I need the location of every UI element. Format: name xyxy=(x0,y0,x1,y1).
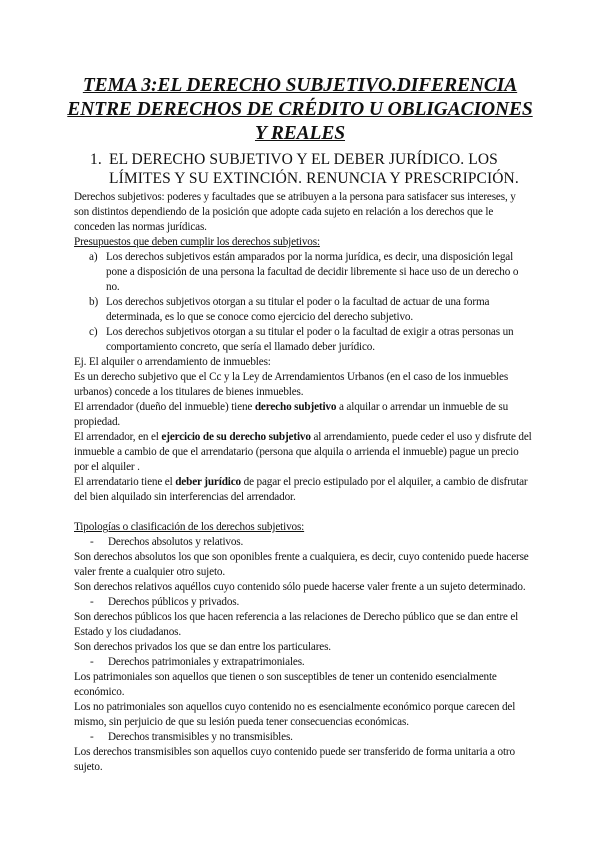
presupuestos-heading: Presupuestos que deben cumplir los derechos subjetivos: xyxy=(74,236,320,248)
dash-item-label: Derechos absolutos y relativos. xyxy=(108,536,244,548)
tipologia-paragraph: Los derechos transmisibles son aquellos cuyo contenido puede ser transferido de forma unitaria a otro sujeto. xyxy=(74,746,515,773)
dash-item-label: Derechos patrimoniales y extrapatrimoniales. xyxy=(108,656,305,668)
dash-marker: - xyxy=(90,656,94,668)
text-run: El arrendador (dueño del inmueble) tiene xyxy=(74,401,255,413)
tipologia-paragraph: Los no patrimoniales son aquellos cuyo contenido no es esencialmente económico porque carecen del mismo, sin perjuicio de que su lesión pueda tener consecuencias económicas. xyxy=(74,701,516,728)
dash-marker: - xyxy=(90,536,94,548)
dash-marker: - xyxy=(90,731,94,743)
list-marker: b) xyxy=(89,296,99,308)
dash-marker: - xyxy=(90,596,94,608)
page-title: TEMA 3:EL DERECHO SUBJETIVO.DIFERENCIA ENTRE DERECHOS DE CRÉDITO U OBLIGACIONES Y REALES xyxy=(67,75,533,144)
list-marker: a) xyxy=(89,251,98,263)
dash-item xyxy=(74,730,532,745)
tipologia-paragraph: Son derechos privados los que se dan entre los particulares. xyxy=(74,641,331,653)
example-paragraph xyxy=(74,475,532,505)
dash-item-label: Derechos públicos y privados. xyxy=(108,596,240,608)
tipologia-paragraph: Son derechos públicos los que hacen referencia a las relaciones de Derecho público que se dan entre el Estado y los ciudadanos. xyxy=(74,611,519,638)
example-intro: Ej. El alquiler o arrendamiento de inmuebles: xyxy=(74,356,271,368)
bold-term: ejercicio de su derecho subjetivo xyxy=(161,431,311,443)
tipologia-paragraph: Son derechos relativos aquéllos cuyo contenido sólo puede hacerse valer frente a un sujeto determinado. xyxy=(74,581,526,593)
section-heading-text: EL DERECHO SUBJETIVO Y EL DEBER JURÍDICO. LOS LÍMITES Y SU EXTINCIÓN. RENUNCIA Y PRESCRIPCIÓN. xyxy=(109,151,519,187)
bold-term: deber jurídico xyxy=(175,476,241,488)
text-run: El arrendador, en el xyxy=(74,431,162,443)
text-run: de pagar el precio estipulado por el alquiler, a cambio de disfrutar del bien alquilado sin interferencias del arrendador. xyxy=(74,476,528,503)
list-marker: c) xyxy=(89,326,98,338)
bold-term: derecho subjetivo xyxy=(254,401,337,413)
list-item-text: Los derechos subjetivos otorgan a su titular el poder o la facultad de actuar de una forma determinada, es lo que se conoce como ejercicio del derecho subjetivo. xyxy=(106,296,490,323)
section-number: 1. xyxy=(90,151,102,168)
document-body xyxy=(74,190,532,775)
dash-item xyxy=(74,655,532,670)
tipologia-paragraph: Los patrimoniales son aquellos que tienen o son susceptibles de tener un contenido esencialmente económico. xyxy=(74,671,497,698)
definition-paragraph: Derechos subjetivos: poderes y facultades que se atribuyen a la persona para satisfacer sus intereses, y son distintos dependiendo de la posición que adopte cada sujeto en relación a los derechos que le conceden las normas jurídicas. xyxy=(74,191,516,233)
text-run: El arrendatario tiene el xyxy=(74,476,176,488)
blank-line xyxy=(74,505,532,520)
tipologias-heading: Tipologías o clasificación de los derechos subjetivos: xyxy=(74,521,305,533)
section-heading xyxy=(90,150,550,188)
list-item-text: Los derechos subjetivos otorgan a su titular el poder o la facultad de exigir a otras personas un comportamiento concreto, que sería el llamado deber jurídico. xyxy=(106,326,514,353)
example-paragraph xyxy=(74,430,532,475)
list-item xyxy=(74,295,532,325)
list-item-text: Los derechos subjetivos están amparados por la norma jurídica, es decir, una disposición legal pone a disposición de una persona la facultad de decidir libremente si hace uso de un derecho o no. xyxy=(106,251,519,293)
example-paragraph xyxy=(74,400,532,430)
dash-item-label: Derechos transmisibles y no transmisibles. xyxy=(108,731,293,743)
tipologia-paragraph: Son derechos absolutos los que son oponibles frente a cualquiera, es decir, cuyo contenido puede hacerse valer frente a cualquier otro sujeto. xyxy=(74,551,529,578)
text-run: al arrendamiento, puede ceder el uso y disfrute del inmueble a cambio de que el arrendatario (persona que alquila o arrienda el inmueble) pague un precio por el alquiler . xyxy=(74,431,532,473)
dash-item xyxy=(74,535,532,550)
dash-item xyxy=(74,595,532,610)
list-item xyxy=(74,325,532,355)
text-run: a alquilar o arrendar un inmueble de su propiedad. xyxy=(74,401,509,428)
example-paragraph: Es un derecho subjetivo que el Cc y la Ley de Arrendamientos Urbanos (en el caso de los inmuebles urbanos) concede a los titulares de bienes inmuebles. xyxy=(74,371,509,398)
list-item xyxy=(74,250,532,295)
